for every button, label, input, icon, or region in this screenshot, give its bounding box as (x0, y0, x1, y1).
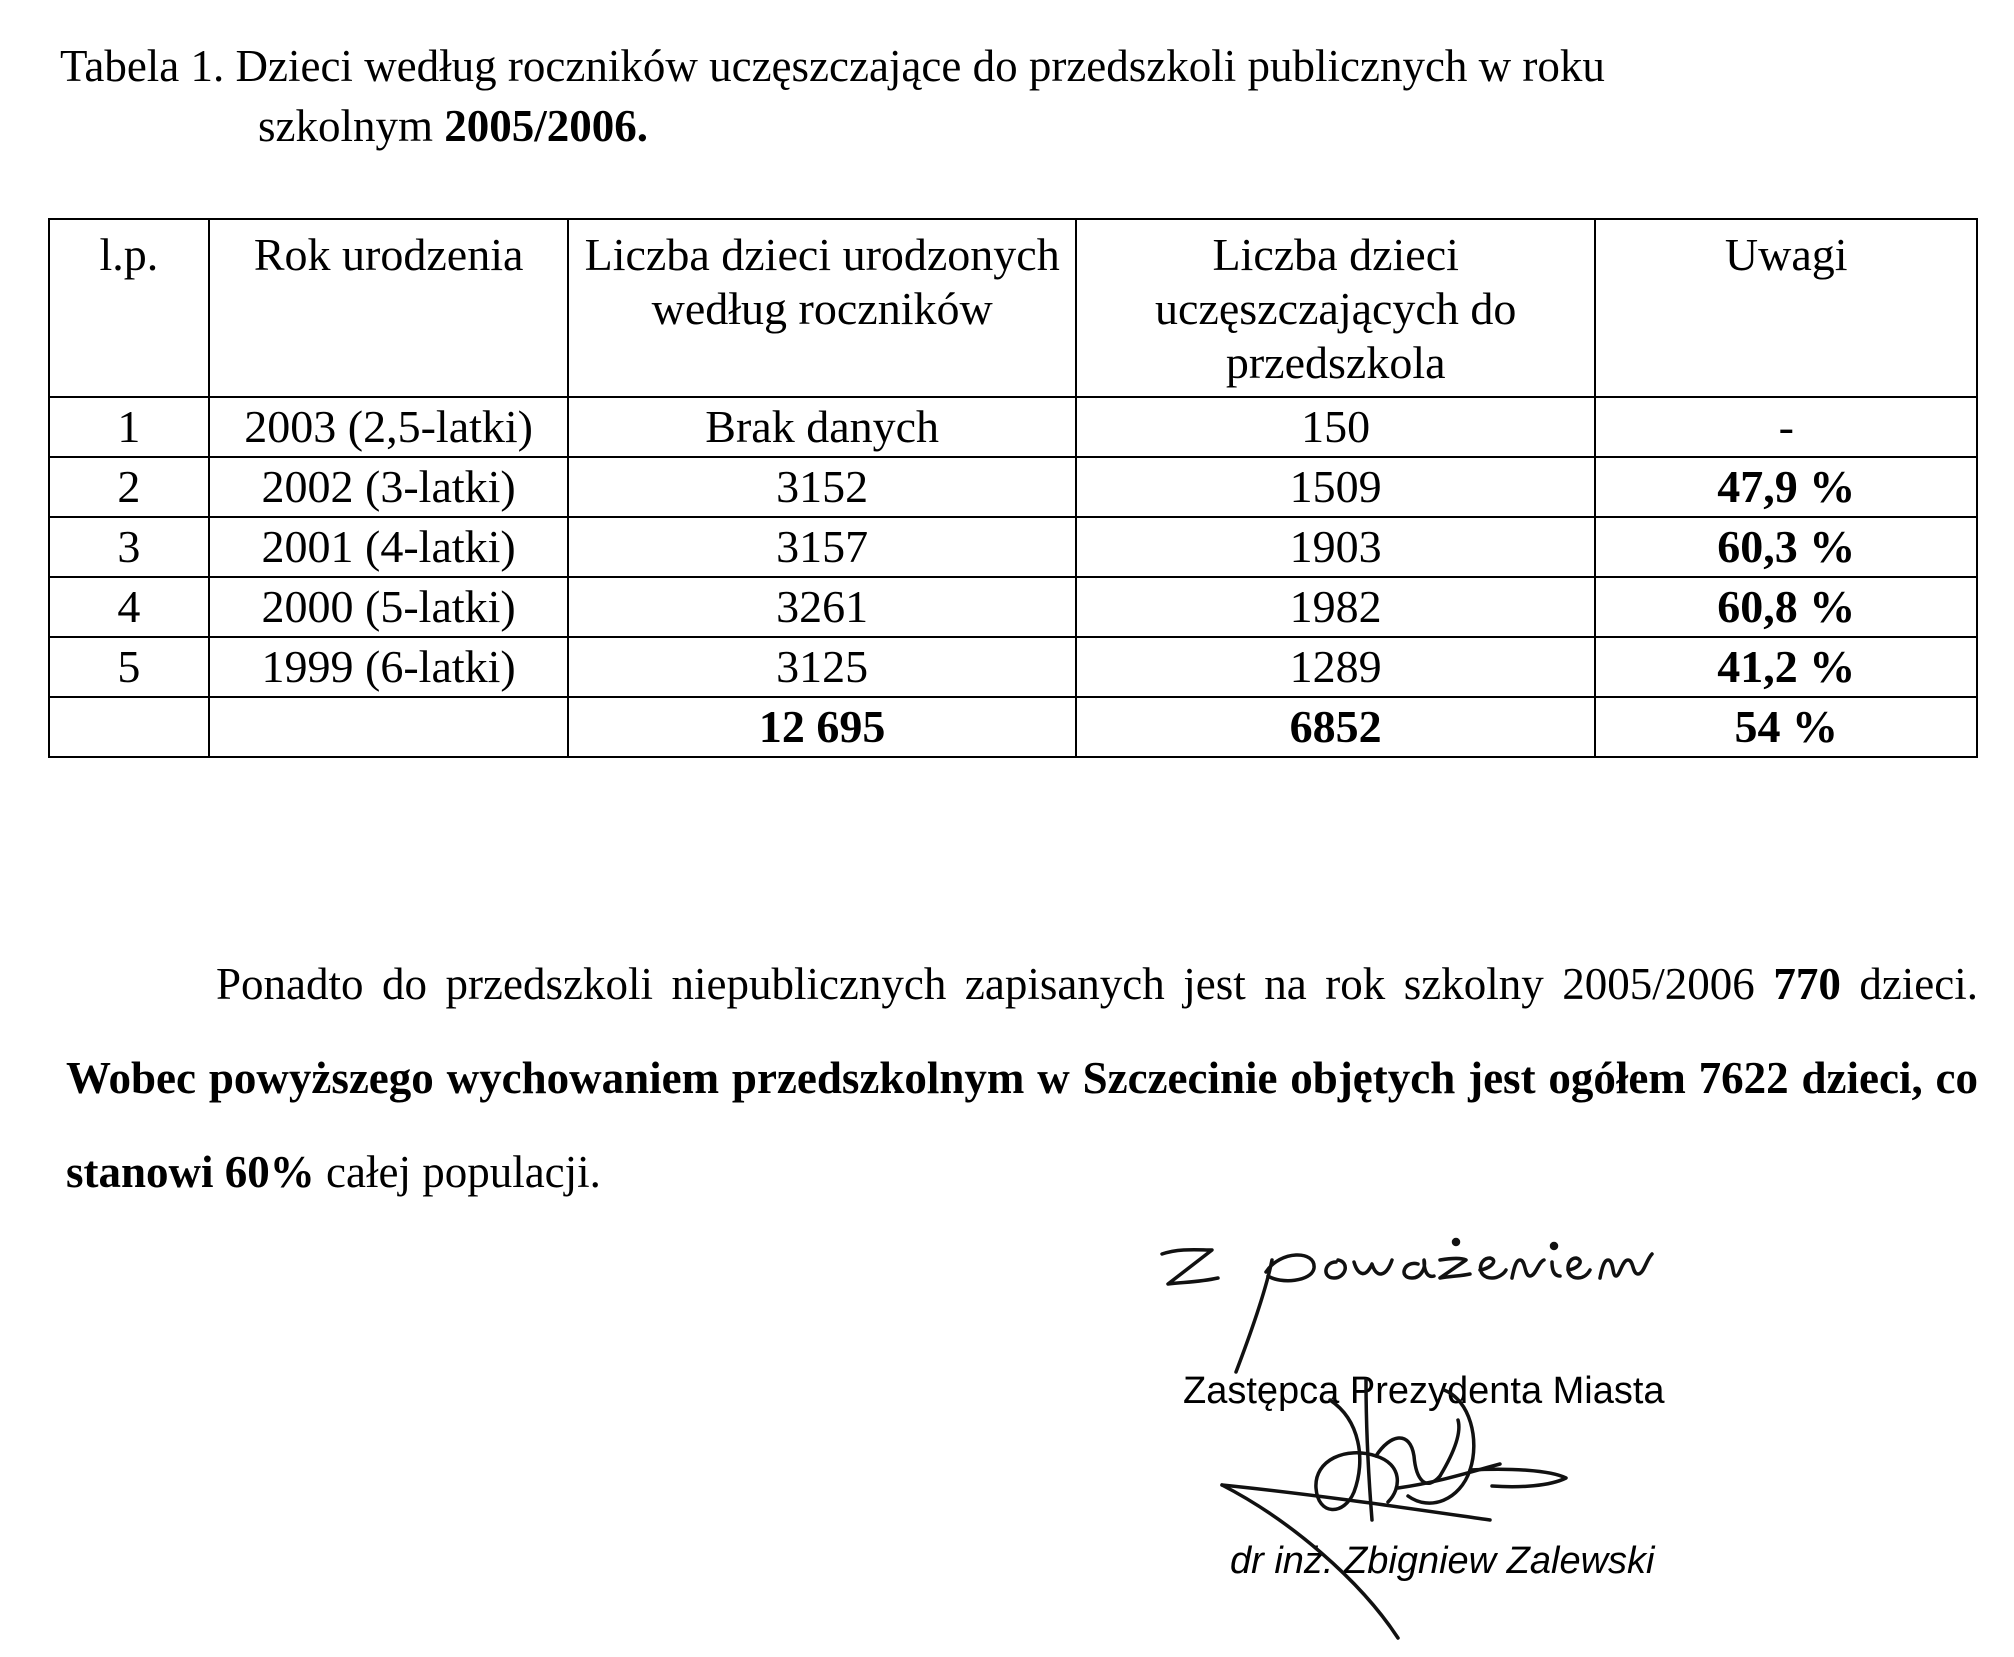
cell-birth-year: 2000 (5-latki) (209, 577, 569, 637)
cell-lp: 5 (49, 637, 209, 697)
paragraph-text-1: Ponadto do przedszkoli niepublicznych zapisanych jest na rok szkolny 2005/2006 (216, 959, 1774, 1009)
cell-children-born: 3261 (568, 577, 1075, 637)
cell-lp: 3 (49, 517, 209, 577)
cell-remarks: - (1595, 397, 1977, 457)
caption-school-year: 2005/2006. (444, 101, 649, 151)
header-remarks: Uwagi (1595, 219, 1977, 397)
cell-lp: 1 (49, 397, 209, 457)
table-row (49, 517, 1977, 577)
cell-lp: 2 (49, 457, 209, 517)
cell-children-attending: 1289 (1076, 637, 1596, 697)
cell-children-born: 3125 (568, 637, 1075, 697)
table-total-row (49, 697, 1977, 757)
cell-lp: 4 (49, 577, 209, 637)
signature-block (1140, 1220, 1840, 1640)
cell-birth-year: 2001 (4-latki) (209, 517, 569, 577)
total-children-born: 12 695 (568, 697, 1075, 757)
summary-paragraph (66, 937, 1978, 1219)
cell-children-born: Brak danych (568, 397, 1075, 457)
table-row (49, 457, 1977, 517)
cell-birth-year: 1999 (6-latki) (209, 637, 569, 697)
preschool-table (48, 218, 1978, 758)
paragraph-nonpublic-count: 770 (1773, 959, 1841, 1009)
table-header-row (49, 219, 1977, 397)
cell-birth-year: 2003 (2,5-latki) (209, 397, 569, 457)
cell-remarks: 60,8 % (1595, 577, 1977, 637)
total-cell-lp (49, 697, 209, 757)
table-row (49, 637, 1977, 697)
cell-remarks: 60,3 % (1595, 517, 1977, 577)
signatory-name: dr inż. Zbigniew Zalewski (1230, 1540, 1655, 1582)
table-caption (60, 36, 1605, 156)
header-children-born: Liczba dzieci urodzonych według roczników (568, 219, 1075, 397)
cell-birth-year: 2002 (3-latki) (209, 457, 569, 517)
cell-children-attending: 1903 (1076, 517, 1596, 577)
cell-remarks: 47,9 % (1595, 457, 1977, 517)
total-cell-birth-year (209, 697, 569, 757)
header-birth-year: Rok urodzenia (209, 219, 569, 397)
caption-line-1: Tabela 1. Dzieci według roczników uczęszczające do przedszkoli publicznych w roku (60, 41, 1605, 91)
cell-children-attending: 1509 (1076, 457, 1596, 517)
paragraph-text-2: dzieci. (1840, 959, 1978, 1009)
paragraph-conclusion: Wobec powyższego wychowaniem przedszkolnym w Szczecinie objętych jest ogółem 7622 dzieci, co stanowi 60% (66, 1053, 1978, 1197)
header-children-attending: Liczba dzieci uczęszczających do przedszkola (1076, 219, 1596, 397)
table-row (49, 577, 1977, 637)
handwritten-greeting (1140, 1220, 1840, 1380)
caption-line-2 (60, 96, 1605, 156)
cell-children-attending: 150 (1076, 397, 1596, 457)
cell-remarks: 41,2 % (1595, 637, 1977, 697)
header-lp: l.p. (49, 219, 209, 397)
cell-children-born: 3152 (568, 457, 1075, 517)
signatory-title: Zastępca Prezydenta Miasta (1183, 1370, 1665, 1412)
caption-line-2-prefix: szkolnym (258, 101, 445, 151)
cell-children-born: 3157 (568, 517, 1075, 577)
total-children-attending: 6852 (1076, 697, 1596, 757)
total-remarks: 54 % (1595, 697, 1977, 757)
paragraph-text-3: całej populacji. (314, 1147, 601, 1197)
cell-children-attending: 1982 (1076, 577, 1596, 637)
table-row (49, 397, 1977, 457)
